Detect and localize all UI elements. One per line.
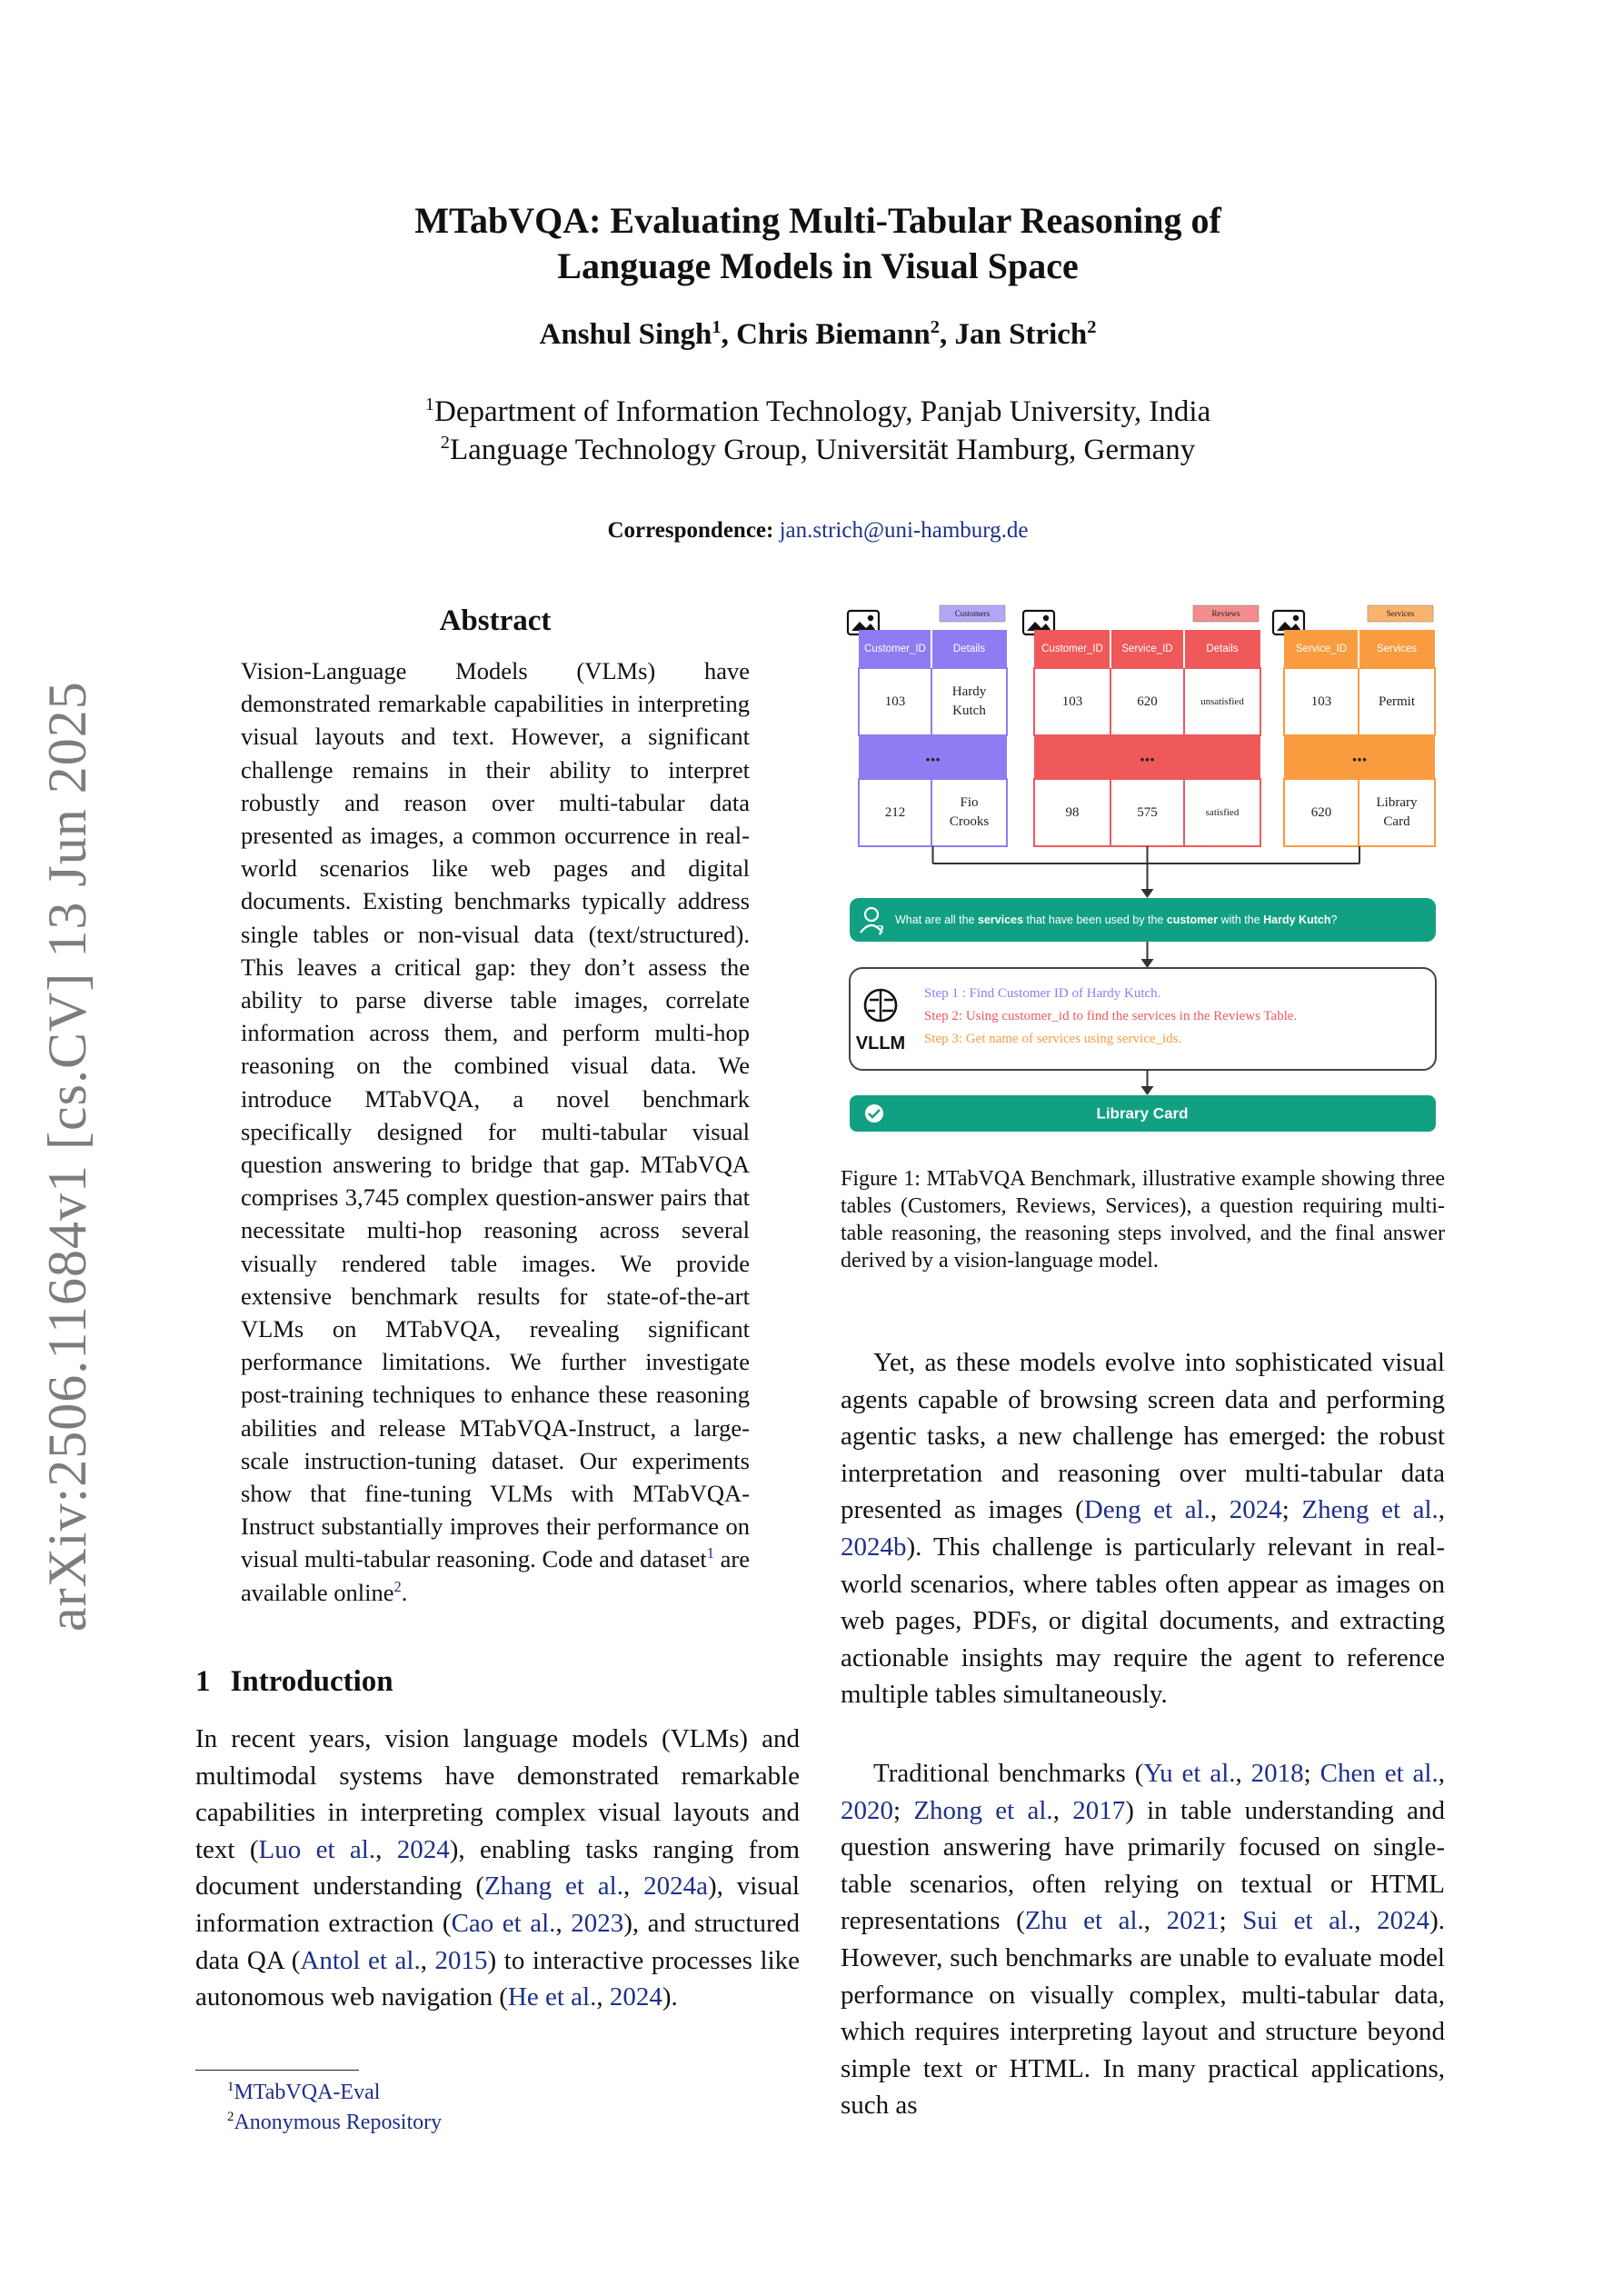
arxiv-identifier: arXiv:2506.11684v1 [cs.CV] 13 Jun 2025 (37, 681, 97, 1632)
affiliation-mark: 1 (712, 317, 722, 337)
citation-link[interactable]: Zhong et al. (913, 1795, 1053, 1825)
image-icon-sun (1043, 615, 1049, 621)
table-row (859, 779, 1007, 846)
table-name-label: Customers (954, 609, 991, 618)
citation-link[interactable]: 2024 (1229, 1495, 1282, 1525)
question-run: with the (1218, 913, 1264, 926)
citation-link[interactable]: Zhu et al. (1024, 1906, 1144, 1936)
footnote (227, 2108, 442, 2138)
footnote-link[interactable]: MTabVQA-Eval (234, 2081, 381, 2104)
reasoning-step: Step 2: Using customer_id to find the services in the Reviews Table. (924, 1009, 1298, 1023)
section-title: Introduction (230, 1665, 393, 1698)
table-cell: 103 (1310, 694, 1332, 709)
citation-link[interactable]: Yu et al. (1143, 1759, 1236, 1788)
question-mark-icon: ? (877, 923, 884, 939)
affiliations (273, 393, 1363, 469)
abstract-heading: Abstract (439, 604, 552, 637)
table-cell: satisfied (1205, 807, 1240, 818)
question-run: services (978, 913, 1024, 926)
ellipsis-text: ... (925, 743, 941, 766)
affiliation-text: Department of Information Technology, Panjab University, India (433, 395, 1211, 428)
paragraph-text: , (1143, 1906, 1167, 1936)
citation-link[interactable]: 2021 (1166, 1906, 1220, 1936)
arrow-head (1141, 1086, 1154, 1095)
table-cell: 212 (884, 805, 906, 820)
question-run: customer (1166, 913, 1219, 926)
title-line: MTabVQA: Evaluating Multi-Tabular Reasoning of (414, 200, 1221, 241)
citation-link[interactable]: Chen et al. (1319, 1759, 1439, 1788)
affiliation-mark: 2 (1087, 317, 1097, 337)
citation-link[interactable]: Cao et al. (451, 1908, 556, 1938)
table-header-cell: Details (1206, 644, 1239, 654)
footnote-ref-link[interactable]: 1 (706, 1544, 714, 1562)
table-row (859, 668, 1007, 735)
table-name-label: Reviews (1211, 609, 1240, 618)
table-cell: 575 (1137, 805, 1158, 820)
correspondence-email-link[interactable]: jan.strich@uni-hamburg.de (779, 518, 1029, 543)
ellipsis-text: ... (1140, 743, 1155, 766)
paragraph-text: , (596, 1982, 610, 2012)
paragraph-text: , (1052, 1795, 1073, 1825)
citation-link[interactable]: He et al. (507, 1982, 597, 2012)
ellipsis-text: ... (1351, 743, 1368, 766)
citation-link[interactable]: Deng et al. (1083, 1495, 1210, 1525)
citation-link[interactable]: Sui et al. (1242, 1906, 1355, 1936)
section-heading-introduction (195, 1665, 393, 1699)
citation-link[interactable]: Zheng et al. (1301, 1495, 1439, 1525)
affiliation (273, 431, 1363, 469)
reasoning-step: Step 3: Get name of services using service_ids. (924, 1032, 1182, 1046)
question-run: that have been used by the (1023, 913, 1167, 926)
table-cell-line: Card (1383, 814, 1410, 829)
abstract-body (241, 654, 750, 1609)
citation-link[interactable]: 2024 (609, 1982, 662, 2012)
check-icon (865, 1104, 883, 1123)
table-header-cell: Details (952, 644, 986, 654)
abstract-text: . (401, 1578, 408, 1606)
paragraph-text: ). This challenge is particularly relevant in real-world scenarios, where tables often appear as images on web pages, PDFs, or digital documents, and extracting actionable insights may require the agent to reference multiple tables simultaneously. (841, 1532, 1445, 1710)
table-cell-line: Crooks (949, 814, 990, 829)
citation-link[interactable]: 2024b (841, 1532, 907, 1562)
abstract-text: are available online (241, 1545, 750, 1606)
intro-paragraph (195, 1721, 800, 2016)
affiliation (273, 393, 1363, 431)
table-name-label: Services (1386, 609, 1415, 618)
footnote-divider (195, 2070, 359, 2071)
table-cell: 98 (1065, 805, 1080, 820)
table-cell: unsatisfied (1200, 696, 1244, 707)
author-name: Anshul Singh (539, 318, 712, 351)
citation-link[interactable]: 2017 (1072, 1795, 1126, 1825)
table-header-cell: Service_ID (1295, 644, 1348, 654)
question-run: ? (1330, 913, 1338, 926)
paragraph-text: ; (1219, 1906, 1243, 1936)
paragraph-text: ), and structured data QA ( (195, 1908, 800, 1975)
figure-caption: Figure 1: MTabVQA Benchmark, illustrative example showing three tables (Customers, Reviews, Services), a question requiring multi-table reasoning, the reasoning steps involved, and the final answer derived by a vision-language model. (841, 1167, 1445, 1273)
paragraph-text: ). However, such benchmarks are unable to evaluate model performance on visually complex, multi-tabular data, which requires interpreting layout and structure beyond simple text or HTML. In many practical applications, such as (841, 1906, 1446, 2121)
author-list: Anshul Singh$^1$, Chris Biemann$^2$, Jan Strich$^2$ (539, 317, 1097, 351)
abstract-text: Vision-Language Models (VLMs) have demonstrated remarkable capabilities in interpreting visual layouts and text. However, a significant challenge remains in their ability to interpret robustly and reason over multi-tabular data presented as images, a common occurrence in real-world scenarios like web pages and digital documents. Existing benchmarks typically address single tables or non-visual data (text/structured). This leaves a critical gap: they don’t assess the ability to parse diverse table images, correlate information across them, and perform multi-hop reasoning on the combined visual data. We introduce MTabVQA, a novel benchmark specifically designed for multi-tabular visual question answering to bridge that gap. MTabVQA comprises 3,745 complex question-answer pairs that necessitate multi-hop reasoning across several visually rendered table images. We provide extensive benchmark results for state-of-the-art VLMs on MTabVQA, revealing significant performance limitations. We further investigate post-training techniques to enhance these reasoning abilities and release MTabVQA-Instruct, a large-scale instruction-tuning dataset. Our experiments show that fine-tuning VLMs with MTabVQA-Instruct substantially improves their performance on visual multi-tabular reasoning. Code and dataset (241, 657, 750, 1573)
paragraph-text: Yet, as these models evolve into sophisticated visual agents capable of browsing screen data and performing agentic tasks, a new challenge has emerged: the robust interpretation and reasoning over multi-tabular data presented as images ( (841, 1348, 1445, 1525)
citation-link[interactable]: 2015 (434, 1945, 488, 1975)
paragraph-text: ), enabling tasks ranging from document understanding ( (195, 1834, 801, 1902)
paragraph-text: , (1354, 1906, 1378, 1936)
citation-link[interactable]: 2024 (1377, 1906, 1430, 1936)
author-name: Chris Biemann (736, 318, 931, 351)
citation-link[interactable]: 2024a (643, 1872, 708, 1902)
correspondence (273, 518, 1363, 544)
table-cell-line: Hardy (951, 684, 987, 699)
table-header-cell: Customer_ID (864, 644, 926, 654)
section-number: 1 (195, 1665, 211, 1698)
reasoning-step: Step 1 : Find Customer ID of Hardy Kutch. (924, 986, 1161, 1001)
table-header-cell: Service_ID (1121, 644, 1173, 654)
affiliation-mark: 1 (424, 394, 434, 414)
footnote-mark: 1 (227, 2080, 234, 2094)
paragraph-text: ; (1281, 1495, 1302, 1525)
vllm-label: VLLM (855, 1033, 906, 1053)
footnote-link[interactable]: Anonymous Repository (234, 2111, 443, 2134)
table-cell: 620 (1310, 805, 1332, 820)
citation-link[interactable]: 2020 (841, 1795, 893, 1825)
paragraph-text: , (1438, 1495, 1446, 1525)
footnote (227, 2078, 442, 2108)
footnote-mark: 2 (227, 2110, 234, 2124)
paragraph-text: In recent years, vision language models (VLMs) and multimodal systems have demonstrated remarkable capabilities in interpreting complex visual layouts and text ( (195, 1724, 800, 1864)
table-header-cell: Customer_ID (1041, 644, 1103, 654)
paragraph-text: , (1235, 1759, 1251, 1788)
title-line: Language Models in Visual Space (557, 245, 1079, 286)
table-cell-line: Kutch (952, 704, 986, 718)
affiliation-text: Language Technology Group, Universität Hamburg, Germany (449, 434, 1196, 466)
paragraph-text: , (1210, 1495, 1230, 1525)
paragraph-text: , (622, 1872, 644, 1902)
citation-link[interactable]: 2018 (1250, 1759, 1304, 1788)
citation-link[interactable]: 2023 (571, 1908, 624, 1938)
question-text (895, 913, 1337, 926)
citation-link[interactable]: Luo et al. (258, 1834, 376, 1864)
table-cell: 103 (884, 694, 906, 709)
table-cell-line: Library (1376, 795, 1418, 810)
citation-link[interactable]: 2024 (396, 1834, 450, 1864)
image-icon-sun (868, 615, 873, 621)
paragraph-text: , (420, 1945, 435, 1975)
table-cell: 620 (1137, 694, 1158, 709)
paragraph-text: ) to interactive processes like autonomous web navigation ( (195, 1945, 801, 2012)
arrow-head (1141, 889, 1154, 898)
table-cell-line: Fio (960, 795, 979, 810)
question-run: What are all the (895, 913, 979, 926)
figure-1-diagram (841, 600, 1445, 1132)
table-cell: Permit (1379, 694, 1415, 709)
citation-link[interactable]: Antol et al. (300, 1945, 421, 1975)
table-cell: 103 (1061, 694, 1083, 709)
body-paragraph (841, 1755, 1445, 2124)
author-name: Jan Strich (954, 318, 1088, 351)
table-header-cell: Services (1376, 644, 1418, 654)
image-icon-sun (1293, 615, 1299, 621)
paragraph-text: , (1438, 1759, 1445, 1788)
paper-title (273, 198, 1363, 289)
answer-text: Library Card (1096, 1104, 1189, 1123)
paragraph-text: ) in table understanding and question answering have primarily focused on single-table scenarios, often relying on textual or HTML representations ( (841, 1795, 1446, 1936)
affiliation-mark: 2 (440, 433, 450, 453)
paragraph-text: , (375, 1834, 397, 1864)
citation-link[interactable]: Zhang et al. (484, 1872, 623, 1902)
paragraph-text: ). (662, 1982, 678, 2012)
paragraph-text: ), visual information extraction ( (195, 1872, 800, 1938)
question-run: Hardy Kutch (1263, 913, 1331, 926)
correspondence-label: Correspondence: (607, 518, 774, 543)
body-paragraph (841, 1344, 1445, 1713)
arrow-head (1141, 959, 1154, 968)
paragraph-text: Traditional benchmarks ( (873, 1759, 1144, 1788)
paragraph-text: ; (1303, 1759, 1320, 1788)
footnote-ref-link[interactable]: 2 (393, 1577, 402, 1595)
footnotes (227, 2078, 442, 2138)
paragraph-text: , (555, 1908, 572, 1938)
paragraph-text: ; (893, 1795, 914, 1825)
affiliation-mark: 2 (930, 317, 940, 337)
